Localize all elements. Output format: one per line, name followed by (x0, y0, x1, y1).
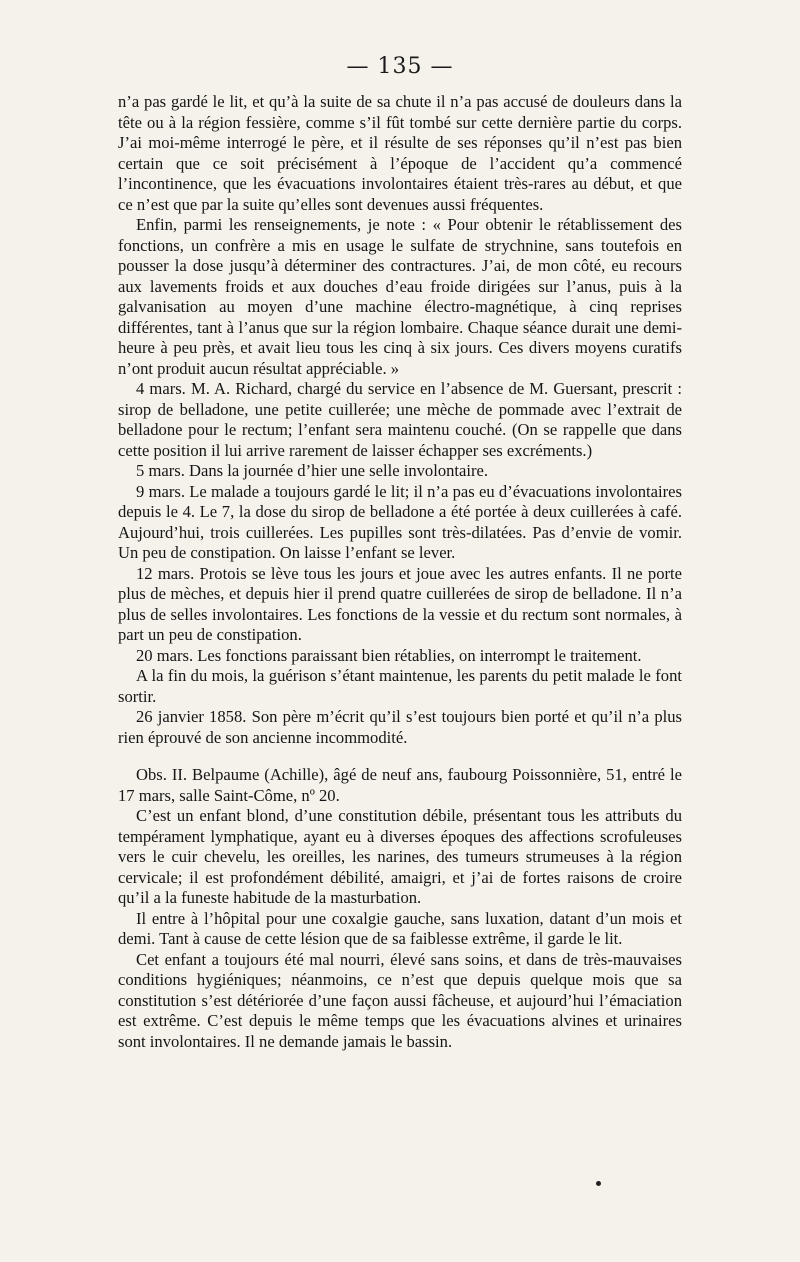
paragraph: n’a pas gardé le lit, et qu’à la suite de sa chute il n’a pas accusé de douleurs dans la tête ou à la région fessière, comme s’il fût tombé sur cette dernière partie du corps. J’ai moi-même interrogé le père, et il résulte de ses réponses qu’il n’est pas bien certain que ce soit précisément à l’époque de l’accident qu’a commencé l’incontinence, que les évacuations involontaires étaient très-rares au début, et que ce n’est que par la suite qu’elles sont devenues aussi fréquentes. (118, 92, 682, 214)
paragraph: Il entre à l’hôpital pour une coxalgie gauche, sans luxation, datant d’un mois et demi. Tant à cause de cette lésion que de sa faiblesse extrême, il garde le lit. (118, 908, 682, 948)
paragraph: Cet enfant a toujours été mal nourri, élevé sans soins, et dans de très-mauvaises conditions hygiéniques; néanmoins, ce n’est que depuis quelque mois que sa constitution s’est détériorée d’une façon aussi fâcheuse, et aujourd’hui l’émaciation est extrême. C’est depuis le même temps que les évacuations alvines et urinaires sont involontaires. Il ne demande jamais le bassin. (118, 949, 682, 1051)
paragraph: 5 mars. Dans la journée d’hier une selle involontaire. (136, 461, 489, 480)
paragraph: A la fin du mois, la guérison s’étant maintenue, les parents du petit malade le font sortir. (118, 666, 682, 706)
paragraph: Obs. II. Belpaume (Achille), âgé de neuf ans, faubourg Poissonnière, 51, entré le 17 mars, salle Saint-Côme, nº 20. (118, 765, 682, 805)
paragraph: 26 janvier 1858. Son père m’écrit qu’il s’est toujours bien porté et qu’il n’a plus rien éprouvé de son ancienne incommodité. (118, 707, 682, 747)
paragraph: 9 mars. Le malade a toujours gardé le lit; il n’a pas eu d’évacuations involontaires depuis le 4. Le 7, la dose du sirop de belladone a été portée à deux cuillerées à café. Aujourd’hui, trois cuillerées. Les pupilles sont très-dilatées. Pas d’envie de vomir. Un peu de constipation. On laisse l’enfant se lever. (118, 481, 682, 562)
paragraph: 12 mars. Protois se lève tous les jours et joue avec les autres enfants. Il ne porte plus de mèches, et depuis hier il prend quatre cuillerées de sirop de belladone. Il n’a plus de selles involontaires. Les fonctions de la vessie et du rectum sont normales, à part un peu de constipation. (118, 563, 682, 644)
paragraph: 4 mars. M. A. Richard, chargé du service en l’absence de M. Guersant, prescrit : sirop de belladone, une petite cuillerée; une mèche de pommade avec l’extrait de belladone pour le rectum; l’enfant sera maintenu couché. (On se rappelle que dans cette position il lui arrive rarement de laisser échapper ses excréments.) (118, 379, 682, 460)
paragraph: C’est un enfant blond, d’une constitution débile, présentant tous les attributs du tempérament lymphatique, ayant eu à diverses époques des affections scrofuleuses vers le cuir chevelu, les oreilles, les narines, des tumeurs strumeuses à la région cervicale; il est profondément débilité, amaigri, et j’ai de fortes raisons de croire qu’il a la funeste habitude de la masturbation. (118, 806, 682, 907)
paragraph: Enfin, parmi les renseignements, je note : « Pour obtenir le rétablissement des fonctions, un confrère a mis en usage le sulfate de strychnine, sans toutefois en pousser la dose jusqu’à déterminer des contractures. J’ai, de mon côté, eu recours aux lavements froids et aux douches d’eau froide dirigées sur l’anus, puis à la galvanisation au moyen d’une machine électro-magnétique, à cinq reprises différentes, tant à l’anus que sur la région lombaire. Chaque séance durait une demi-heure à peu près, et avait lieu tous les cinq à six jours. Ces divers moyens curatifs n’ont produit aucun résultat appréciable. » (118, 215, 682, 378)
body-text (118, 92, 682, 1052)
ink-dot (596, 1181, 601, 1186)
page-number: — 135 — (346, 54, 454, 79)
paragraph: 20 mars. Les fonctions paraissant bien rétablies, on interrompt le traitement. (136, 645, 642, 665)
